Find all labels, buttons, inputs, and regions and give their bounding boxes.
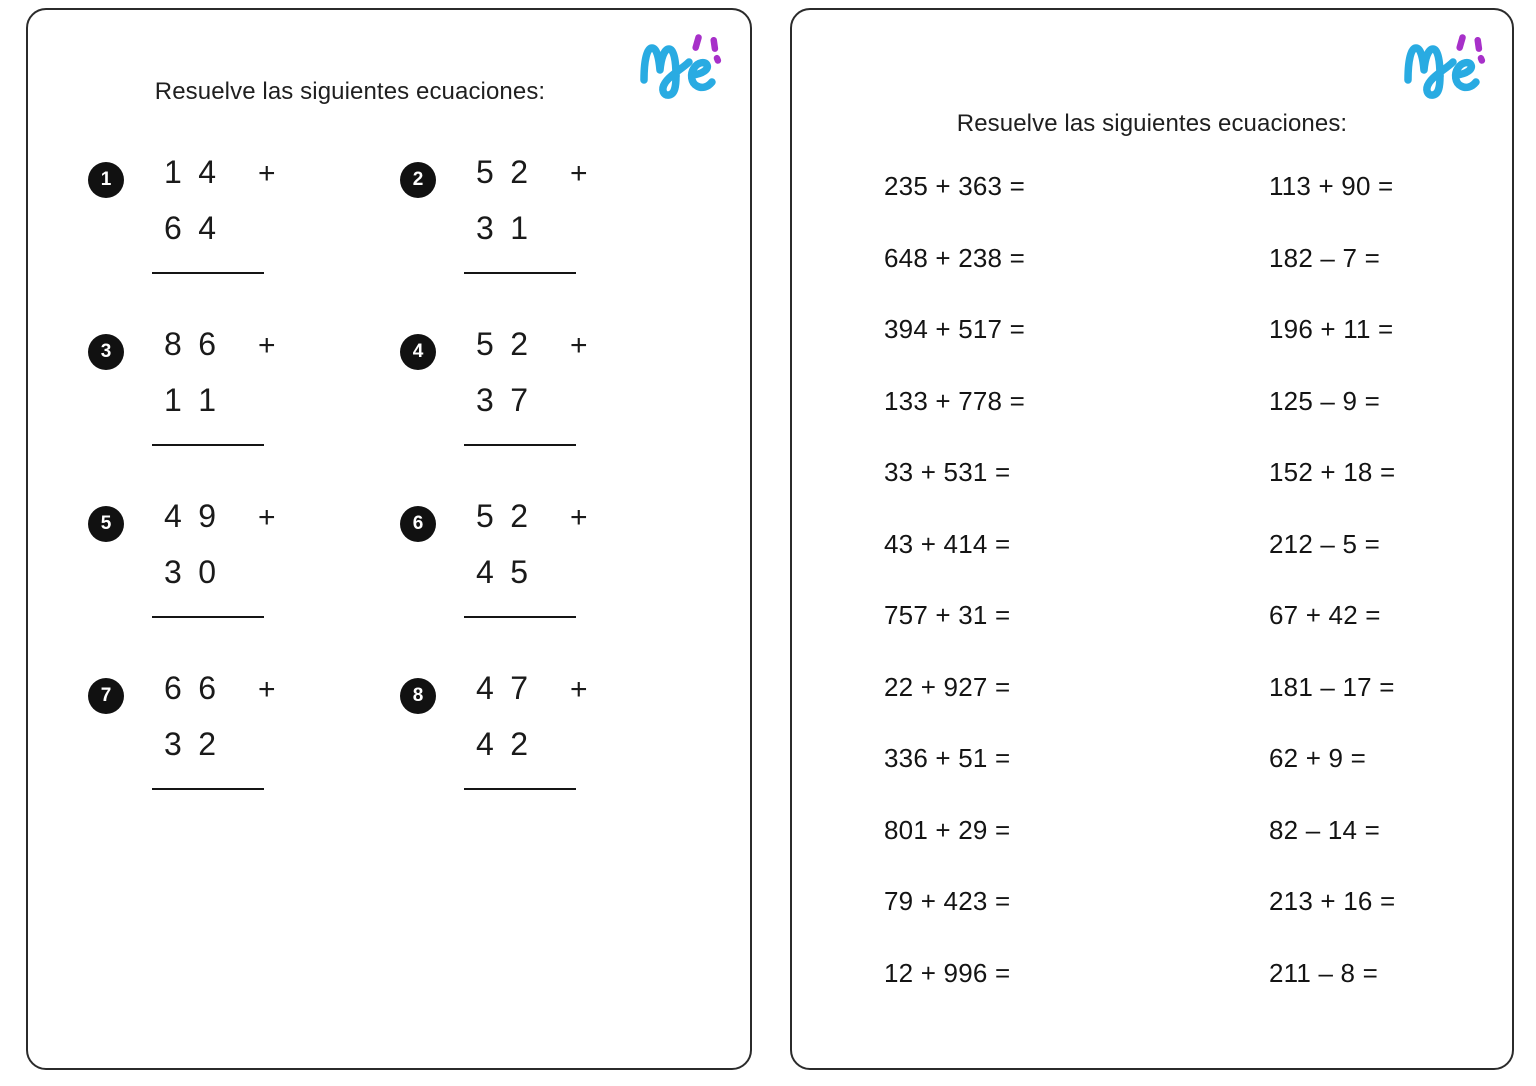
vertical-problem — [400, 322, 694, 446]
digit-tens: 4 — [476, 554, 494, 590]
vertical-problem — [400, 150, 694, 274]
answer-line[interactable] — [152, 444, 264, 446]
addend-bottom — [146, 726, 216, 763]
digit-ones: 6 — [198, 326, 216, 362]
vertical-problem — [88, 150, 382, 274]
addend-top-row — [458, 326, 588, 382]
addend-top — [146, 498, 216, 535]
addend-top-row — [458, 670, 588, 726]
equation-item[interactable]: 801 + 29 = — [884, 814, 1011, 845]
digit-ones: 9 — [198, 498, 216, 534]
addend-top — [458, 498, 528, 535]
operator-symbol: + — [258, 501, 276, 534]
digit-tens: 4 — [164, 498, 182, 534]
problem-number-badge: 5 — [88, 506, 124, 542]
problem-number-badge: 4 — [400, 334, 436, 370]
addend-bottom-row — [458, 554, 588, 610]
digit-ones: 1 — [510, 210, 528, 246]
digit-tens: 3 — [164, 554, 182, 590]
equation-item[interactable]: 62 + 9 = — [1269, 743, 1367, 773]
problem-number-badge: 6 — [400, 506, 436, 542]
worksheet-card-horizontal — [790, 8, 1514, 1070]
equation-item[interactable]: 181 – 17 = — [1269, 671, 1395, 702]
equation-item[interactable]: 182 – 7 = — [1269, 242, 1380, 273]
operator-symbol: + — [258, 157, 276, 190]
digit-tens: 8 — [164, 326, 182, 362]
equation-item[interactable]: 394 + 517 = — [884, 314, 1025, 344]
addend-bottom — [146, 554, 216, 591]
digit-ones: 2 — [198, 726, 216, 762]
digit-tens: 4 — [476, 726, 494, 762]
digit-ones: 2 — [510, 154, 528, 190]
digit-tens: 3 — [476, 382, 494, 418]
equation-item[interactable]: 22 + 927 = — [884, 671, 1011, 702]
addend-top-row — [146, 498, 276, 554]
addend-bottom-row — [146, 382, 276, 438]
problem-body — [458, 326, 588, 446]
addend-bottom — [458, 382, 528, 419]
answer-line[interactable] — [464, 616, 576, 618]
digit-ones: 4 — [198, 154, 216, 190]
operator-symbol: + — [258, 673, 276, 706]
digit-tens: 5 — [476, 498, 494, 534]
addend-top — [146, 154, 216, 191]
addend-bottom — [458, 210, 528, 247]
answer-line[interactable] — [464, 788, 576, 790]
equation-item[interactable]: 33 + 531 = — [884, 457, 1011, 487]
digit-ones: 0 — [198, 554, 216, 590]
digit-ones: 5 — [510, 554, 528, 590]
problem-body — [458, 498, 588, 618]
digit-ones: 2 — [510, 326, 528, 362]
equation-item[interactable]: 152 + 18 = — [1269, 457, 1396, 487]
me-logo — [1398, 28, 1490, 102]
problem-body — [146, 498, 276, 618]
addend-bottom — [458, 554, 528, 591]
equation-item[interactable]: 113 + 90 = — [1269, 171, 1394, 201]
equation-item[interactable]: 212 – 5 = — [1269, 528, 1380, 559]
addend-top-row — [146, 154, 276, 210]
worksheet-card-vertical — [26, 8, 752, 1070]
equation-item[interactable]: 67 + 42 = — [1269, 600, 1381, 630]
equation-item[interactable]: 336 + 51 = — [884, 743, 1011, 773]
addend-bottom-row — [146, 554, 276, 610]
page-title-left: Resuelve las siguientes ecuaciones: — [154, 78, 546, 105]
problem-body — [146, 670, 276, 790]
digit-ones: 6 — [198, 670, 216, 706]
problem-number-badge: 8 — [400, 678, 436, 714]
digit-ones: 1 — [198, 382, 216, 418]
digit-tens: 4 — [476, 670, 494, 706]
vertical-problem — [88, 666, 382, 790]
digit-tens: 5 — [476, 154, 494, 190]
operator-symbol: + — [570, 673, 588, 706]
answer-line[interactable] — [464, 272, 576, 274]
addend-bottom-row — [458, 210, 588, 266]
answer-line[interactable] — [464, 444, 576, 446]
vertical-problem — [88, 322, 382, 446]
operator-symbol: + — [570, 501, 588, 534]
digit-tens: 6 — [164, 670, 182, 706]
equation-item[interactable]: 211 – 8 = — [1269, 957, 1379, 988]
vertical-problems-grid — [88, 150, 694, 790]
problem-number-badge: 2 — [400, 162, 436, 198]
equation-item[interactable]: 235 + 363 = — [884, 171, 1025, 201]
digit-tens: 3 — [164, 726, 182, 762]
operator-symbol: + — [570, 157, 588, 190]
digit-tens: 5 — [476, 326, 494, 362]
equation-item[interactable]: 133 + 778 = — [884, 385, 1025, 416]
equation-item[interactable]: 213 + 16 = — [1269, 886, 1396, 916]
addend-top — [458, 670, 528, 707]
addend-top-row — [458, 154, 588, 210]
digit-tens: 3 — [476, 210, 494, 246]
digit-tens: 1 — [164, 382, 182, 418]
addend-top-row — [146, 670, 276, 726]
problem-number-badge: 1 — [88, 162, 124, 198]
addend-bottom-row — [458, 726, 588, 782]
equation-item[interactable]: 12 + 996 = — [884, 957, 1011, 988]
addend-top-row — [458, 498, 588, 554]
equation-item[interactable]: 757 + 31 = — [884, 600, 1011, 630]
page-title-right: Resuelve las siguientes ecuaciones: — [956, 110, 1348, 137]
digit-ones: 2 — [510, 498, 528, 534]
problem-number-badge: 7 — [88, 678, 124, 714]
addend-bottom-row — [146, 726, 276, 782]
digit-ones: 7 — [510, 670, 528, 706]
addend-top-row — [146, 326, 276, 382]
vertical-problem — [400, 494, 694, 618]
addend-top — [146, 670, 216, 707]
vertical-problem — [88, 494, 382, 618]
addend-bottom — [146, 382, 216, 419]
digit-ones: 7 — [510, 382, 528, 418]
problem-body — [458, 154, 588, 274]
operator-symbol: + — [570, 329, 588, 362]
equation-item[interactable]: 125 – 9 = — [1269, 385, 1380, 416]
equation-item[interactable]: 82 – 14 = — [1269, 814, 1380, 845]
addend-top — [146, 326, 216, 363]
digit-ones: 4 — [198, 210, 216, 246]
digit-tens: 6 — [164, 210, 182, 246]
addend-bottom-row — [458, 382, 588, 438]
horizontal-problems-grid — [884, 166, 1472, 1024]
digit-tens: 1 — [164, 154, 182, 190]
problem-body — [146, 326, 276, 446]
problem-body — [458, 670, 588, 790]
answer-line[interactable] — [152, 616, 264, 618]
addend-bottom — [146, 210, 216, 247]
equation-item[interactable]: 648 + 238 = — [884, 242, 1025, 273]
digit-ones: 2 — [510, 726, 528, 762]
vertical-problem — [400, 666, 694, 790]
answer-line[interactable] — [152, 272, 264, 274]
addend-bottom-row — [146, 210, 276, 266]
equation-item[interactable]: 43 + 414 = — [884, 528, 1011, 559]
equation-item[interactable]: 79 + 423 = — [884, 886, 1011, 916]
addend-top — [458, 326, 528, 363]
problem-number-badge: 3 — [88, 334, 124, 370]
operator-symbol: + — [258, 329, 276, 362]
addend-bottom — [458, 726, 528, 763]
equation-item[interactable]: 196 + 11 = — [1269, 314, 1394, 344]
problem-body — [146, 154, 276, 274]
answer-line[interactable] — [152, 788, 264, 790]
addend-top — [458, 154, 528, 191]
